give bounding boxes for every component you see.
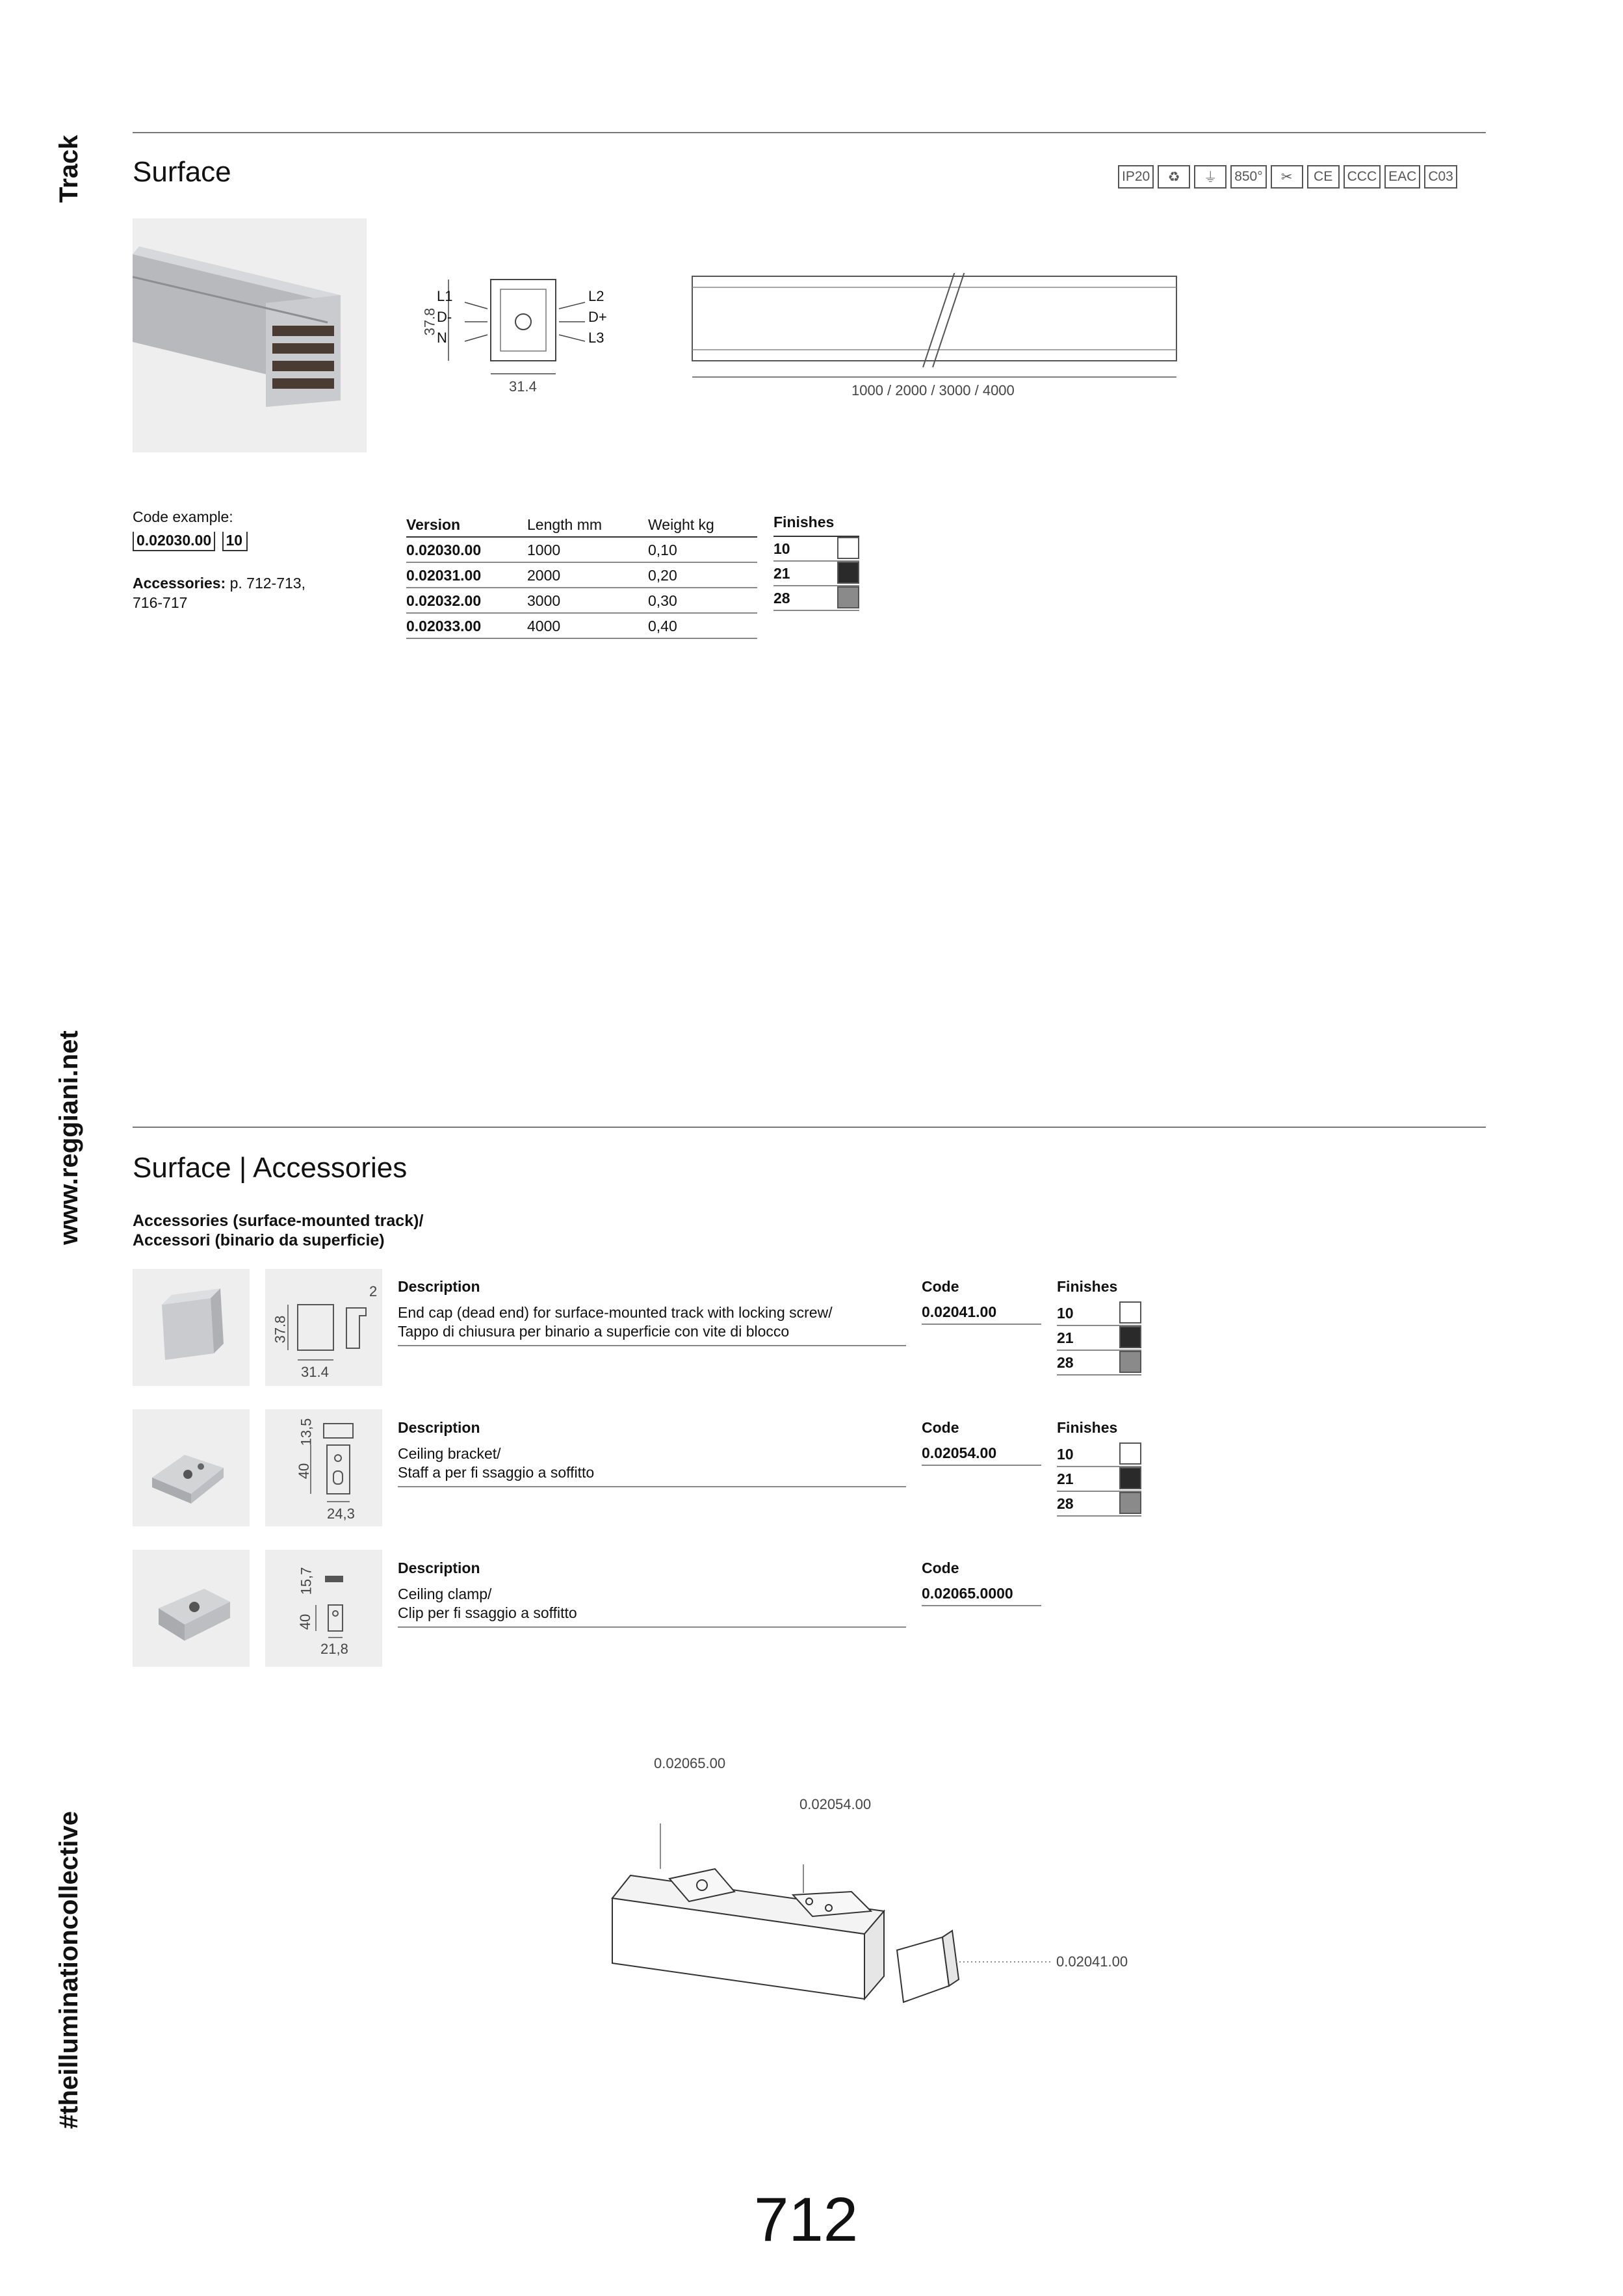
- dim-height: 37.8: [272, 1315, 289, 1344]
- cell-weight: 0,40: [648, 613, 757, 638]
- label-d-minus: D-: [437, 309, 452, 325]
- code-example-finish-value: 10: [222, 532, 248, 551]
- cross-section-diagram: [403, 267, 617, 397]
- code-example-code: [133, 532, 248, 549]
- finishes-header: Finishes: [1057, 1419, 1118, 1436]
- finish-row: [773, 562, 859, 586]
- cell-version: 0.02031.00: [406, 562, 527, 588]
- code-example-code-value: 0.02030.00: [133, 532, 215, 551]
- code-header: Code: [922, 1419, 959, 1436]
- dim-top-height: 13,5: [298, 1418, 315, 1446]
- finish-row: [773, 537, 859, 562]
- ceiling-bracket-finishes: [1057, 1419, 1141, 1517]
- code-header: Code: [922, 1278, 959, 1295]
- sidebar-hashtag: #theilluminationcollective: [55, 1810, 83, 2129]
- top-divider: [133, 132, 1486, 133]
- c03-icon: C03: [1424, 165, 1457, 189]
- finish-row: [1057, 1301, 1141, 1326]
- dim-height: 37.8: [421, 307, 438, 336]
- label-n: N: [437, 330, 447, 346]
- ip20-icon: IP20: [1118, 165, 1154, 189]
- cell-weight: 0,20: [648, 562, 757, 588]
- finish-code: 21: [1057, 1470, 1074, 1487]
- end-cap-code: 0.02041.00: [922, 1303, 1041, 1325]
- finish-swatch-grey: [1119, 1492, 1141, 1514]
- table-row: [406, 562, 757, 588]
- length-options: 1000 / 2000 / 3000 / 4000: [851, 382, 1015, 398]
- label-l1: L1: [437, 288, 453, 304]
- accessories-ref: [133, 573, 305, 612]
- end-cap-photo: [133, 1269, 250, 1386]
- track-illustration: [133, 218, 367, 452]
- ceiling-bracket-diagram: [265, 1409, 382, 1526]
- glow-wire-icon: 850°: [1230, 165, 1266, 189]
- accessories-pages2: 716-717: [133, 594, 188, 611]
- version-table: [406, 514, 757, 639]
- ce-icon: CE: [1307, 165, 1340, 189]
- finish-code: 10: [1057, 1445, 1074, 1463]
- end-cap-description: [398, 1303, 906, 1346]
- finish-row: [1057, 1351, 1141, 1376]
- ground-icon: ⏚: [1194, 165, 1227, 189]
- assembly-label-endcap: 0.02041.00: [1056, 1953, 1128, 1970]
- label-l2: L2: [588, 288, 604, 304]
- length-diagram: [689, 273, 1183, 403]
- desc-header: Description: [398, 1419, 480, 1436]
- table-header: [406, 514, 757, 537]
- finishes-header: Finishes: [1057, 1278, 1118, 1295]
- desc-line-en: Ceiling clamp/: [398, 1585, 492, 1602]
- finishes-header: Finishes: [773, 514, 859, 537]
- finish-code: 28: [773, 589, 790, 607]
- accessories-subtitle-en: Accessories (surface-mounted track)/: [133, 1212, 424, 1230]
- finish-swatch-white: [1119, 1301, 1141, 1324]
- page-number: 712: [754, 2185, 859, 2254]
- accessories-subtitle-it: Accessori (binario da superficie): [133, 1231, 385, 1249]
- table-row: [406, 613, 757, 638]
- dim-depth: 2: [369, 1283, 378, 1299]
- cell-length: 4000: [527, 613, 648, 638]
- end-cap-finishes: [1057, 1278, 1141, 1376]
- cell-version: 0.02033.00: [406, 613, 527, 638]
- cell-weight: 0,30: [648, 588, 757, 613]
- finishes-main: [773, 514, 859, 611]
- finish-row: [1057, 1442, 1141, 1467]
- desc-header: Description: [398, 1559, 480, 1576]
- finish-code: 21: [1057, 1329, 1074, 1346]
- desc-line-en: Ceiling bracket/: [398, 1445, 501, 1462]
- ceiling-bracket-code: 0.02054.00: [922, 1444, 1041, 1466]
- finish-swatch-white: [837, 537, 859, 559]
- desc-line-it: Tappo di chiusura per binario a superficie con vite di blocco: [398, 1323, 790, 1340]
- desc-header: Description: [398, 1278, 480, 1295]
- cell-length: 2000: [527, 562, 648, 588]
- finish-swatch-black: [1119, 1467, 1141, 1489]
- desc-line-it: Clip per fi ssaggio a soffitto: [398, 1604, 577, 1621]
- ceiling-bracket-photo: [133, 1409, 250, 1526]
- ceiling-clamp-code: 0.02065.0000: [922, 1585, 1041, 1606]
- dim-top-height: 15,7: [298, 1567, 315, 1595]
- track-photo: [133, 218, 367, 452]
- finish-row: [1057, 1326, 1141, 1351]
- finish-swatch-white: [1119, 1442, 1141, 1465]
- ceiling-bracket-description: [398, 1444, 906, 1487]
- finish-code: 10: [773, 540, 790, 557]
- ceiling-clamp-photo: [133, 1550, 250, 1667]
- finish-code: 28: [1057, 1353, 1074, 1371]
- assembly-label-clamp: 0.02065.00: [654, 1755, 726, 1771]
- mid-divider: [133, 1127, 1486, 1128]
- cell-weight: 0,10: [648, 537, 757, 562]
- finish-code: 10: [1057, 1304, 1074, 1322]
- assembly-label-bracket: 0.02054.00: [799, 1796, 872, 1812]
- accessories-pages: p. 712-713,: [229, 575, 305, 592]
- table-row: [406, 537, 757, 562]
- certification-icons: [1118, 165, 1457, 190]
- dim-width: 24,3: [327, 1506, 355, 1522]
- cell-length: 1000: [527, 537, 648, 562]
- assembly-illustration: [604, 1755, 1228, 2015]
- ceiling-clamp-diagram: [265, 1550, 382, 1667]
- finish-code: 21: [773, 564, 790, 582]
- cell-version: 0.02032.00: [406, 588, 527, 613]
- cell-version: 0.02030.00: [406, 537, 527, 562]
- finish-swatch-grey: [837, 586, 859, 608]
- dim-height: 40: [296, 1463, 313, 1480]
- finish-row: [1057, 1492, 1141, 1517]
- desc-line-en: End cap (dead end) for surface-mounted track with locking screw/: [398, 1304, 833, 1321]
- ccc-icon: CCC: [1344, 165, 1381, 189]
- dim-width: 21,8: [320, 1641, 348, 1657]
- code-header: Code: [922, 1559, 959, 1576]
- dim-width: 31.4: [509, 378, 537, 395]
- recycle-icon: ♻: [1158, 165, 1190, 189]
- eac-icon: EAC: [1384, 165, 1420, 189]
- label-l3: L3: [588, 330, 604, 346]
- finish-row: [1057, 1467, 1141, 1492]
- dim-height: 40: [297, 1613, 314, 1630]
- sidebar-track: Track: [55, 135, 83, 203]
- section-title-accessories: Surface | Accessories: [133, 1152, 408, 1184]
- table-row: [406, 588, 757, 613]
- finish-swatch-black: [1119, 1326, 1141, 1348]
- col-length: Length mm: [527, 514, 648, 537]
- finish-swatch-black: [837, 562, 859, 584]
- finish-code: 28: [1057, 1494, 1074, 1512]
- no-dispose-icon: ✂: [1271, 165, 1303, 189]
- col-weight: Weight kg: [648, 514, 757, 537]
- ceiling-clamp-description: [398, 1585, 906, 1628]
- accessories-label: Accessories:: [133, 575, 226, 592]
- col-version: Version: [406, 514, 527, 537]
- end-cap-diagram: [265, 1269, 382, 1386]
- dim-width: 31.4: [301, 1364, 329, 1380]
- desc-line-it: Staff a per fi ssaggio a soffitto: [398, 1464, 595, 1481]
- finish-row: [773, 586, 859, 611]
- sidebar-website[interactable]: www.reggiani.net: [55, 1030, 83, 1245]
- accessories-subtitle: [133, 1211, 423, 1250]
- finish-swatch-grey: [1119, 1351, 1141, 1373]
- label-d-plus: D+: [588, 309, 607, 325]
- code-example-label: Code example:: [133, 508, 233, 525]
- section-title-surface: Surface: [133, 156, 231, 188]
- cell-length: 3000: [527, 588, 648, 613]
